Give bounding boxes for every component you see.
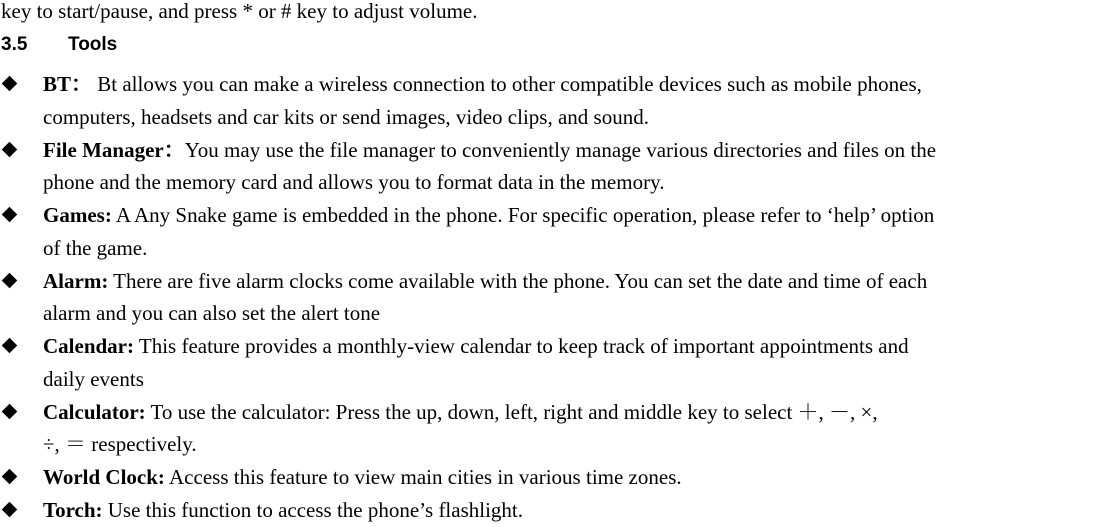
diamond-bullet-icon: [2, 141, 18, 157]
list-item-bt: [0, 68, 1111, 134]
list-item-line: daily events: [43, 366, 144, 391]
list-item-body: [43, 199, 1111, 265]
list-item-text: There are five alarm clocks come available with the phone. You can set the date and time of each: [108, 268, 928, 293]
list-item-term: Games:: [43, 203, 112, 227]
list-item-text: To use the calculator: Press the up, down, left, right and middle key to select ＋, －, ×,: [145, 399, 878, 424]
list-item-text: This feature provides a monthly-view calendar to keep track of important appointments and: [134, 334, 909, 358]
list-item-line: [43, 330, 1111, 363]
list-item-body: [43, 265, 1111, 331]
section-title: Tools: [68, 34, 118, 55]
list-item-text: Bt allows you can make a wireless connection to other compatible devices such as mobile phones,: [92, 72, 922, 96]
list-item-line: [43, 68, 1111, 101]
list-item-term: World Clock:: [43, 465, 165, 489]
diamond-bullet-icon: [2, 272, 18, 288]
intro-text: key to start/pause, and press * or # key to adjust volume.: [1, 0, 478, 23]
list-item-text: A Any Snake game is embedded in the phone. For specific operation, please refer to ‘help’ option: [111, 203, 935, 227]
list-item-body: [43, 396, 1111, 462]
list-item-text: Use this function to access the phone’s flashlight.: [102, 497, 524, 522]
list-item-term: Calendar:: [43, 334, 134, 358]
diamond-bullet-icon: [2, 76, 18, 92]
list-item-world-clock: [0, 461, 1111, 494]
list-item-body: [43, 134, 1111, 200]
list-item-calendar: [0, 330, 1111, 396]
list-item-line: ÷, ＝ respectively.: [43, 432, 197, 457]
list-item-text: You may use the file manager to conveniently manage various directories and files on the: [184, 137, 937, 162]
list-item-line: [43, 461, 1111, 494]
list-item-line: computers, headsets and car kits or send images, video clips, and sound.: [43, 104, 649, 129]
list-item-file-manager: [0, 134, 1111, 200]
list-item-alarm: [0, 265, 1111, 331]
list-item-term: BT：: [43, 72, 93, 96]
list-item-body: [43, 461, 1111, 494]
diamond-bullet-icon: [2, 403, 18, 419]
list-item-body: [43, 330, 1111, 396]
list-item-body: [43, 68, 1111, 134]
list-item-term: File Manager：: [43, 137, 185, 162]
list-item-line: [43, 199, 1111, 232]
list-item-term: Alarm:: [43, 268, 109, 293]
diamond-bullet-icon: [2, 207, 18, 223]
list-item-line: [43, 396, 1111, 429]
list-item-line: of the game.: [43, 235, 148, 260]
list-item-line: [43, 134, 1111, 167]
list-item-line: alarm and you can also set the alert tone: [43, 301, 381, 326]
list-item-games: [0, 199, 1111, 265]
list-item-line: phone and the memory card and allows you to format data in the memory.: [43, 170, 665, 195]
list-item-term: Calculator:: [43, 399, 146, 424]
list-item-text: Access this feature to view main cities in various time zones.: [164, 465, 682, 489]
list-item-term: Torch:: [43, 497, 103, 522]
diamond-bullet-icon: [2, 501, 18, 517]
diamond-bullet-icon: [2, 338, 18, 354]
section-number: 3.5: [1, 34, 28, 55]
section-heading: [1, 34, 117, 56]
diamond-bullet-icon: [2, 469, 18, 485]
list-item-line: [43, 265, 1111, 298]
tools-list: [0, 68, 1111, 527]
list-item-calculator: [0, 396, 1111, 462]
